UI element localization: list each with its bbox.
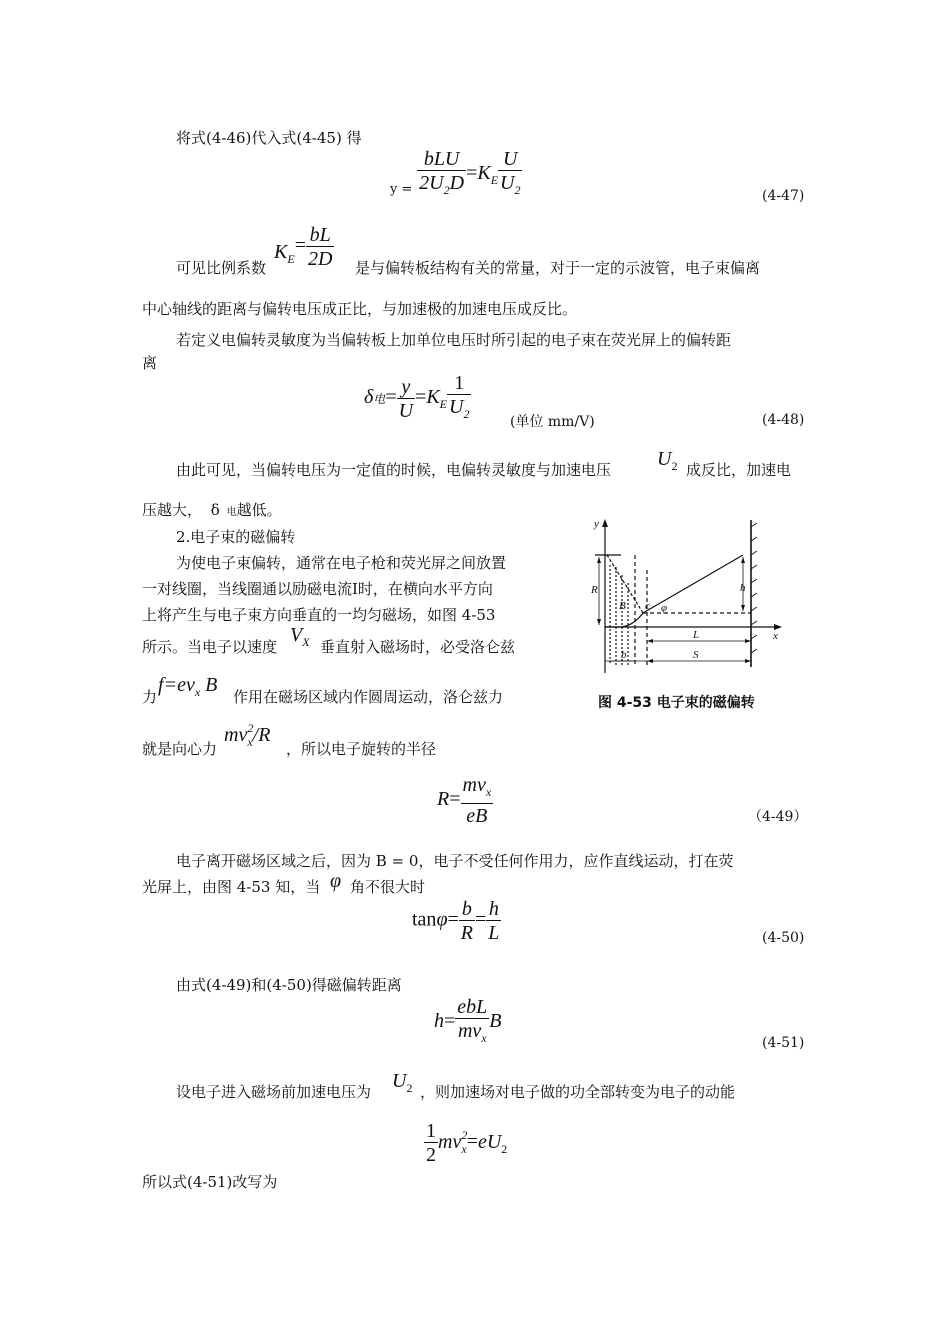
para-mag-6b: ，所以电子旋转的半径: [286, 740, 437, 758]
para-mag-4b: 垂直射入磁场时，必受洛仑兹: [320, 638, 516, 656]
label-x: x: [773, 630, 778, 642]
para-sensitivity-b: 离: [142, 354, 158, 372]
para-deflection: 由式(4-49)和(4-50)得磁偏转距离: [176, 976, 402, 994]
para-mag-2: 一对线圈，当线圈通以励磁电流Ⅰ时，在横向水平方向: [142, 580, 493, 598]
lorentz-formula: $f=ev_x$ B: [158, 674, 218, 699]
label-y: y: [594, 518, 599, 530]
label-S: S: [693, 649, 699, 661]
equation-4-48: δ电= $\frac{y}{U}$ $=K_E$ $\frac{1}{U_2}$: [364, 372, 470, 422]
delta-symbol: δ: [210, 501, 220, 519]
para-after-field-b: 光屏上，由图 4-53 知，当: [142, 878, 321, 896]
para-sensitivity-a: 若定义电偏转灵敏度为当偏转板上加单位电压时所引起的电子束在荧光屏上的偏转距: [176, 331, 732, 349]
arc-path: [605, 613, 643, 627]
ke-formula: $K_E=$ $\frac{bL}{2D}$: [274, 224, 333, 270]
eq48-unit: (单位 mm/V): [510, 414, 595, 430]
centripetal-formula: mv $_{2 x}$/R: [224, 721, 271, 749]
magnetic-deflection-figure: [585, 515, 785, 675]
equation-4-47: y = $\frac{\text{bLU}}{2U_2D}$ $=K_E$ $\frac{U}{U_2}$: [390, 148, 521, 197]
label-L: L: [693, 629, 700, 641]
straight-path: [643, 555, 743, 613]
eq51-number: (4-51): [762, 1035, 805, 1051]
figure-caption: 图 4-53 电子束的磁偏转: [598, 695, 755, 711]
equation-4-50: tanφ= $\frac{b}{R}$ = $\frac{h}{L}$: [412, 898, 500, 944]
phi-symbol: φ: [330, 870, 342, 892]
para-ke-a: 可见比例系数: [176, 259, 267, 277]
label-b: b: [621, 649, 627, 661]
para-intro: 将式(4-46)代入式(4-45) 得: [176, 129, 362, 147]
para-after-field-c: 角不很大时: [350, 878, 426, 896]
para-ke-c: 中心轴线的距离与偏转电压成正比，与加速极的加速电压成反比。: [142, 300, 578, 318]
para-conclusion-c: [142, 500, 282, 523]
para-rewrite: 所以式(4-51)改写为: [142, 1173, 278, 1191]
eq47-lhs: y =: [390, 182, 413, 197]
section-heading: 2.电子束的磁偏转: [176, 528, 296, 546]
conclusion-text-1: 压越大，: [142, 501, 203, 519]
para-mag-5b: 作用在磁场区域内作圆周运动，洛仑兹力: [233, 688, 504, 706]
label-R: R: [591, 584, 598, 596]
u2-symbol-2: $U_2$: [392, 1070, 413, 1095]
label-phi: φ: [661, 602, 668, 614]
eq49-number: （4-49）: [748, 809, 808, 825]
equation-4-51: h= $\frac{\text{ebL}}{mv_x}$ B: [434, 996, 502, 1045]
eq50-number: (4-50): [762, 930, 805, 946]
u2-symbol: $U_2$: [657, 448, 678, 473]
equation-4-49: R= $\frac{mv_x}{eB}$: [437, 774, 492, 827]
energy-equation: $\frac{1}{2}$ mv $_{2 x}=eU_2$: [426, 1120, 508, 1166]
vx-symbol: $V_X$: [290, 624, 310, 649]
para-conclusion-a: 由此可见，当偏转电压为一定值的时候，电偏转灵敏度与加速电压: [176, 461, 612, 479]
para-ke-b: 是与偏转板结构有关的常量，对于一定的示波管，电子束偏离: [355, 259, 761, 277]
label-h: h: [740, 582, 746, 594]
para-mag-1: 为使电子束偏转，通常在电子枪和荧光屏之间放置: [176, 554, 507, 572]
para-energy-b: ，则加速场对电子做的功全部转变为电子的动能: [420, 1083, 736, 1101]
label-B: B: [619, 600, 626, 612]
label-c: c: [645, 600, 650, 612]
eq48-number: (4-48): [762, 412, 805, 428]
para-after-field-a: 电子离开磁场区域之后，因为 B = 0，电子不受任何作用力，应作直线运动，打在荧: [176, 852, 734, 870]
para-mag-5a: 力: [142, 688, 158, 706]
para-mag-4a: 所示。当电子以速度: [142, 638, 278, 656]
para-mag-3: 上将产生与电子束方向垂直的一均匀磁场，如图 4-53: [142, 606, 496, 624]
para-energy-a: 设电子进入磁场前加速电压为: [176, 1083, 372, 1101]
para-mag-6a: 就是向心力: [142, 740, 218, 758]
conclusion-text-2: 越低。: [236, 501, 282, 519]
para-conclusion-b: 成反比，加速电: [686, 461, 792, 479]
eq47-number: (4-47): [762, 188, 805, 204]
delta-subscript: 电: [226, 507, 237, 518]
